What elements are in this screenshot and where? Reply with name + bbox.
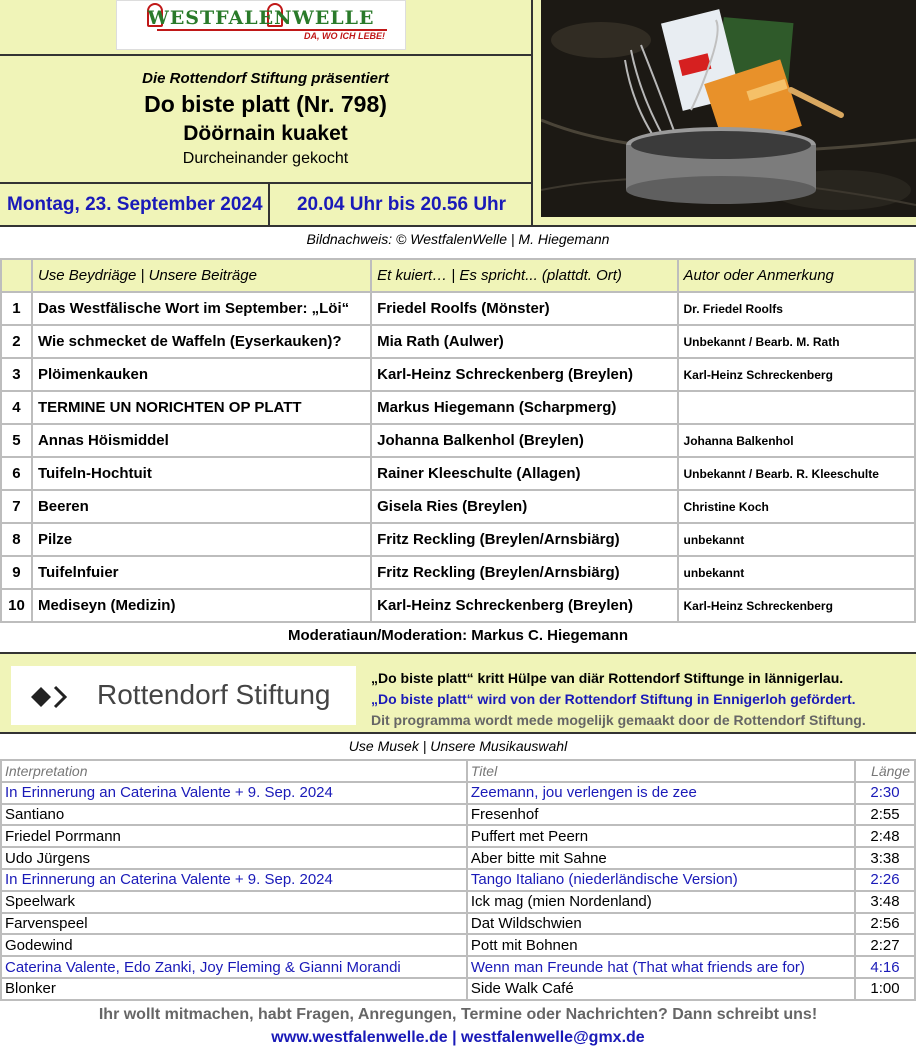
sponsor-band <box>0 652 916 734</box>
contribution-author: Dr. Friedel Roolfs <box>678 292 915 325</box>
contribution-title: Beeren <box>32 490 371 523</box>
music-caption: Use Musek | Unsere Musikauswahl <box>348 738 568 754</box>
track-title: Tango Italiano (niederländische Version) <box>467 869 855 891</box>
contribution-speaker: Markus Hiegemann (Scharpmerg) <box>371 391 677 424</box>
contribution-title: Pilze <box>32 523 371 556</box>
track-artist: Caterina Valente, Edo Zanki, Joy Fleming & Gianni Morandi <box>1 956 467 978</box>
page-title: Do biste platt (Nr. 798) <box>144 91 387 117</box>
table-row <box>1 956 915 978</box>
link-separator: | <box>447 1029 462 1046</box>
table-row <box>1 804 915 826</box>
westfalenwelle-logo[interactable] <box>116 0 406 50</box>
contribution-title: Plöimenkauken <box>32 358 371 391</box>
track-artist: Blonker <box>1 978 467 1000</box>
contribution-number: 6 <box>1 457 32 490</box>
contribution-author: Unbekannt / Bearb. R. Kleeschulte <box>678 457 915 490</box>
contribution-title: Das Westfälische Wort im September: „Löi“ <box>32 292 371 325</box>
contribution-author: Karl-Heinz Schreckenberg <box>678 358 915 391</box>
table-row <box>1 847 915 869</box>
contribution-number: 4 <box>1 391 32 424</box>
col-artist-header: Interpretation <box>1 760 467 782</box>
music-table <box>0 759 916 1001</box>
track-artist: Santiano <box>1 804 467 826</box>
episode-title-translation: Durcheinander gekocht <box>182 150 349 167</box>
table-row <box>1 589 915 622</box>
contribution-title: Mediseyn (Medizin) <box>32 589 371 622</box>
contribution-number: 9 <box>1 556 32 589</box>
table-row <box>1 292 915 325</box>
contribution-number: 8 <box>1 523 32 556</box>
col-speaker-header: Et kuiert… | Es spricht... (plattdt. Ort) <box>371 259 677 292</box>
col-title-header: Titel <box>467 760 855 782</box>
website-link[interactable]: www.westfalenwelle.de <box>271 1029 448 1046</box>
contribution-title: Tuifeln-Hochtuit <box>32 457 371 490</box>
contribution-author: unbekannt <box>678 556 915 589</box>
table-row <box>1 325 915 358</box>
table-row <box>1 358 915 391</box>
track-title: Pott mit Bohnen <box>467 934 855 956</box>
track-title: Fresenhof <box>467 804 855 826</box>
col-contribution-header: Use Beydriäge | Unsere Beiträge <box>32 259 371 292</box>
contribution-speaker: Karl-Heinz Schreckenberg (Breylen) <box>371 358 677 391</box>
track-length: 3:38 <box>855 847 915 869</box>
episode-photo <box>541 0 916 217</box>
contact-links <box>0 1029 916 1047</box>
logo-tagline: DA, WO ICH LEBE! <box>304 31 385 41</box>
image-credits: Bildnachweis: © WestfalenWelle | M. Hiegemann <box>306 231 610 247</box>
contribution-speaker: Fritz Reckling (Breylen/Arnsbiärg) <box>371 556 677 589</box>
table-row <box>1 913 915 935</box>
track-artist: Friedel Porrmann <box>1 825 467 847</box>
col-number-header <box>1 259 32 292</box>
track-title: Aber bitte mit Sahne <box>467 847 855 869</box>
table-row <box>1 978 915 1000</box>
logo-text: WESTFALENWELLE <box>147 7 375 29</box>
track-length: 1:00 <box>855 978 915 1000</box>
episode-title: Döörnain kuaket <box>183 122 348 145</box>
track-title: Side Walk Café <box>467 978 855 1000</box>
table-row <box>1 391 915 424</box>
table-row <box>1 556 915 589</box>
show-title-block <box>0 58 531 182</box>
col-length-header: Länge <box>855 760 915 782</box>
contribution-number: 1 <box>1 292 32 325</box>
table-row <box>1 490 915 523</box>
table-row <box>1 424 915 457</box>
track-title: Zeemann, jou verlengen is de zee <box>467 782 855 804</box>
contribution-speaker: Rainer Kleeschulte (Allagen) <box>371 457 677 490</box>
cooking-pot-with-books-icon <box>541 0 916 217</box>
track-artist: Udo Jürgens <box>1 847 467 869</box>
contribution-author: Christine Koch <box>678 490 915 523</box>
contact-footer <box>0 1006 916 1047</box>
contribution-number: 2 <box>1 325 32 358</box>
sponsor-logo-name <box>97 679 330 711</box>
header <box>0 0 916 225</box>
track-title: Ick mag (mien Nordenland) <box>467 891 855 913</box>
contribution-title: Wie schmecket de Waffeln (Eyserkauken)? <box>32 325 371 358</box>
track-title: Puffert met Peern <box>467 825 855 847</box>
contribution-title: Tuifelnfuier <box>32 556 371 589</box>
broadcast-date: Montag, 23. September 2024 <box>0 184 270 225</box>
track-artist: In Erinnerung an Caterina Valente + 9. Sep. 2024 <box>1 869 467 891</box>
broadcast-time: 20.04 Uhr bis 20.56 Uhr <box>296 194 507 215</box>
table-row <box>1 891 915 913</box>
track-length: 2:56 <box>855 913 915 935</box>
contribution-author: Johanna Balkenhol <box>678 424 915 457</box>
contribution-speaker: Karl-Heinz Schreckenberg (Breylen) <box>371 589 677 622</box>
track-title: Dat Wildschwien <box>467 913 855 935</box>
table-row <box>1 782 915 804</box>
table-row <box>1 523 915 556</box>
presenter-line: Die Rottendorf Stiftung präsentiert <box>142 70 389 87</box>
broadcast-date-row <box>0 182 531 225</box>
sponsor-line-platt: „Do biste platt“ kritt Hülpe van diär Rottendorf Stiftunge in lännigerlau. <box>371 670 844 686</box>
contributions-table <box>0 258 916 623</box>
col-author-header: Autor oder Anmerkung <box>678 259 915 292</box>
track-length: 2:27 <box>855 934 915 956</box>
track-length: 2:26 <box>855 869 915 891</box>
sponsor-line-dutch: Dit programma wordt mede mogelijk gemaakt door de Rottendorf Stiftung. <box>371 712 866 728</box>
contributions-header-row <box>1 259 915 292</box>
logo-band <box>0 0 533 56</box>
table-row <box>1 869 915 891</box>
header-info-panel <box>0 0 533 225</box>
track-artist: Farvenspeel <box>1 913 467 935</box>
contribution-number: 10 <box>1 589 32 622</box>
track-length: 4:16 <box>855 956 915 978</box>
track-length: 2:55 <box>855 804 915 826</box>
contribution-author: Unbekannt / Bearb. M. Rath <box>678 325 915 358</box>
contribution-number: 5 <box>1 424 32 457</box>
contribution-number: 3 <box>1 358 32 391</box>
track-length: 2:30 <box>855 782 915 804</box>
contribution-number: 7 <box>1 490 32 523</box>
track-artist: Speelwark <box>1 891 467 913</box>
sponsor-logo-name-bold: Rottendorf <box>97 679 228 710</box>
contribution-author: Karl-Heinz Schreckenberg <box>678 589 915 622</box>
rottendorf-stiftung-logo[interactable] <box>11 666 356 725</box>
contribution-title: Annas Höismiddel <box>32 424 371 457</box>
rottendorf-diamond-icon <box>29 683 77 711</box>
track-length: 2:48 <box>855 825 915 847</box>
sponsor-statement <box>371 668 911 731</box>
contribution-author: unbekannt <box>678 523 915 556</box>
contribution-title: TERMINE UN NORICHTEN OP PLATT <box>32 391 371 424</box>
contact-call-to-action: Ihr wollt mitmachen, habt Fragen, Anregungen, Termine oder Nachrichten? Dann schreibt uns! <box>98 1006 818 1023</box>
contribution-speaker: Gisela Ries (Breylen) <box>371 490 677 523</box>
track-artist: In Erinnerung an Caterina Valente + 9. Sep. 2024 <box>1 782 467 804</box>
moderation-credit: Moderatiaun/Moderation: Markus C. Hiegemann <box>287 627 629 644</box>
sponsor-logo-name-light: Stiftung <box>227 679 331 710</box>
track-title: Wenn man Freunde hat (That what friends are for) <box>467 956 855 978</box>
music-header-row <box>1 760 915 782</box>
email-link[interactable]: westfalenwelle@gmx.de <box>461 1029 645 1046</box>
table-row <box>1 457 915 490</box>
sponsor-line-german: „Do biste platt“ wird von der Rottendorf Stiftung in Ennigerloh gefördert. <box>371 691 856 707</box>
contribution-author <box>678 391 915 424</box>
table-row <box>1 934 915 956</box>
contribution-speaker: Johanna Balkenhol (Breylen) <box>371 424 677 457</box>
contribution-speaker: Friedel Roolfs (Mönster) <box>371 292 677 325</box>
contribution-speaker: Fritz Reckling (Breylen/Arnsbiärg) <box>371 523 677 556</box>
contribution-speaker: Mia Rath (Aulwer) <box>371 325 677 358</box>
header-divider <box>0 225 916 227</box>
track-length: 3:48 <box>855 891 915 913</box>
table-row <box>1 825 915 847</box>
track-artist: Godewind <box>1 934 467 956</box>
